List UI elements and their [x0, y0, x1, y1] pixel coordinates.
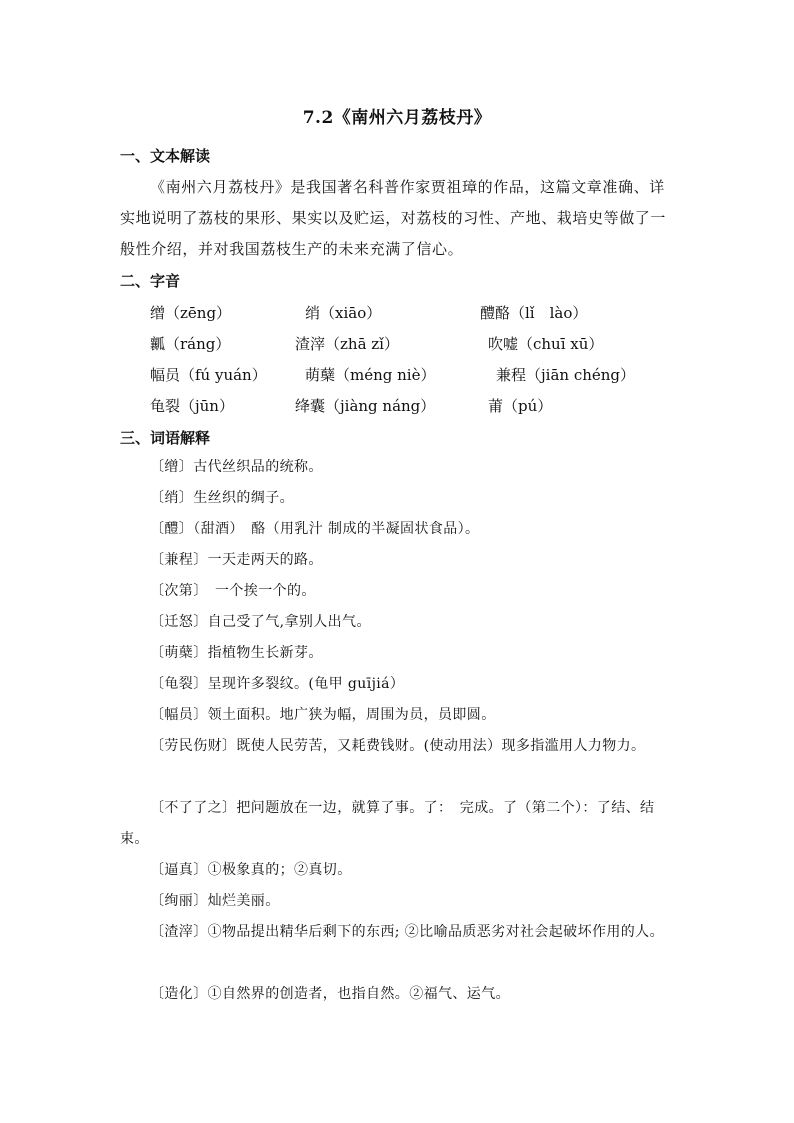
vocabulary-item: 〔兼程〕一天走两天的路。: [150, 552, 323, 568]
vocabulary-item: 〔造化〕①自然界的创造者，也指自然。②福气、运气。: [150, 986, 510, 1002]
pronunciation-item: 幅员（fú yuán）: [150, 366, 267, 384]
pronunciation-item: 兼程（jiān chéng）: [496, 366, 636, 384]
pronunciation-item: 萌蘖（méng niè）: [305, 366, 436, 384]
vocabulary-item: 〔绡〕生丝织的绸子。: [150, 490, 294, 506]
pronunciation-row: [0, 395, 794, 417]
vocabulary-item: 〔幅员〕领土面积。地广狭为幅，周围为员，员即圆。: [150, 707, 496, 723]
pronunciation-item: 瓤（ráng）: [150, 335, 231, 353]
pronunciation-item: 醴酪（lǐ lào）: [480, 304, 588, 322]
vocabulary-item: 〔龟裂〕呈现许多裂纹。(龟甲 guījiá）: [150, 676, 405, 692]
section-heading-vocabulary: 三、词语解释: [120, 429, 211, 447]
vocabulary-item: 〔渣滓〕①物品提出精华后剩下的东西; ②比喻品质恶劣对社会起破坏作用的人。: [150, 924, 664, 940]
pronunciation-item: 渣滓（zhā zǐ）: [295, 335, 399, 353]
section-heading-pronunciation: 二、字音: [120, 272, 181, 290]
pronunciation-item: 缯（zēng）: [150, 304, 232, 322]
vocabulary-item: 〔次第〕 一个挨一个的。: [150, 583, 316, 599]
vocabulary-item: 〔迁怒〕自己受了气,拿别人出气。: [150, 614, 371, 630]
document-title: 7.2《南州六月荔枝丹》: [302, 108, 492, 128]
vocabulary-item: 〔萌蘖〕指植物生长新芽。: [150, 645, 323, 661]
pronunciation-row: [0, 333, 794, 355]
vocabulary-item: 〔逼真〕①极象真的；②真切。: [150, 862, 352, 878]
pronunciation-item: 莆（pú）: [488, 397, 553, 415]
section-heading-text-reading: 一、文本解读: [120, 147, 211, 165]
pronunciation-item: 吹嘘（chuī xū）: [488, 335, 604, 353]
pronunciation-row: [0, 364, 794, 386]
pronunciation-item: 绛囊（jiàng náng）: [295, 397, 436, 415]
vocabulary-item: 〔不了了之〕把问题放在一边，就算了事。了： 完成。了（第二个）：了结、结束。: [120, 800, 655, 847]
vocabulary-item: 〔绚丽〕灿烂美丽。: [150, 893, 280, 909]
pronunciation-item: 龟裂（jūn）: [150, 397, 234, 415]
pronunciation-row: [0, 302, 794, 324]
vocabulary-item: 〔缯〕古代丝织品的统称。: [150, 459, 323, 475]
pronunciation-item: 绡（xiāo）: [305, 304, 382, 322]
text-reading-paragraph: 《南州六月荔枝丹》是我国著名科普作家贾祖璋的作品，这篇文章准确、详实地说明了荔枝的果形、果实以及贮运，对荔枝的习性、产地、栽培史等做了一般性介绍，并对我国荔枝生产的未来充满了信心。: [120, 178, 667, 258]
vocabulary-item: 〔醴〕（甜酒） 酪（用乳汁 制成的半凝固状食品）。: [150, 521, 480, 537]
vocabulary-item: 〔劳民伤财〕既使人民劳苦，又耗费钱财。(使动用法）现多指滥用人力物力。: [150, 738, 646, 754]
